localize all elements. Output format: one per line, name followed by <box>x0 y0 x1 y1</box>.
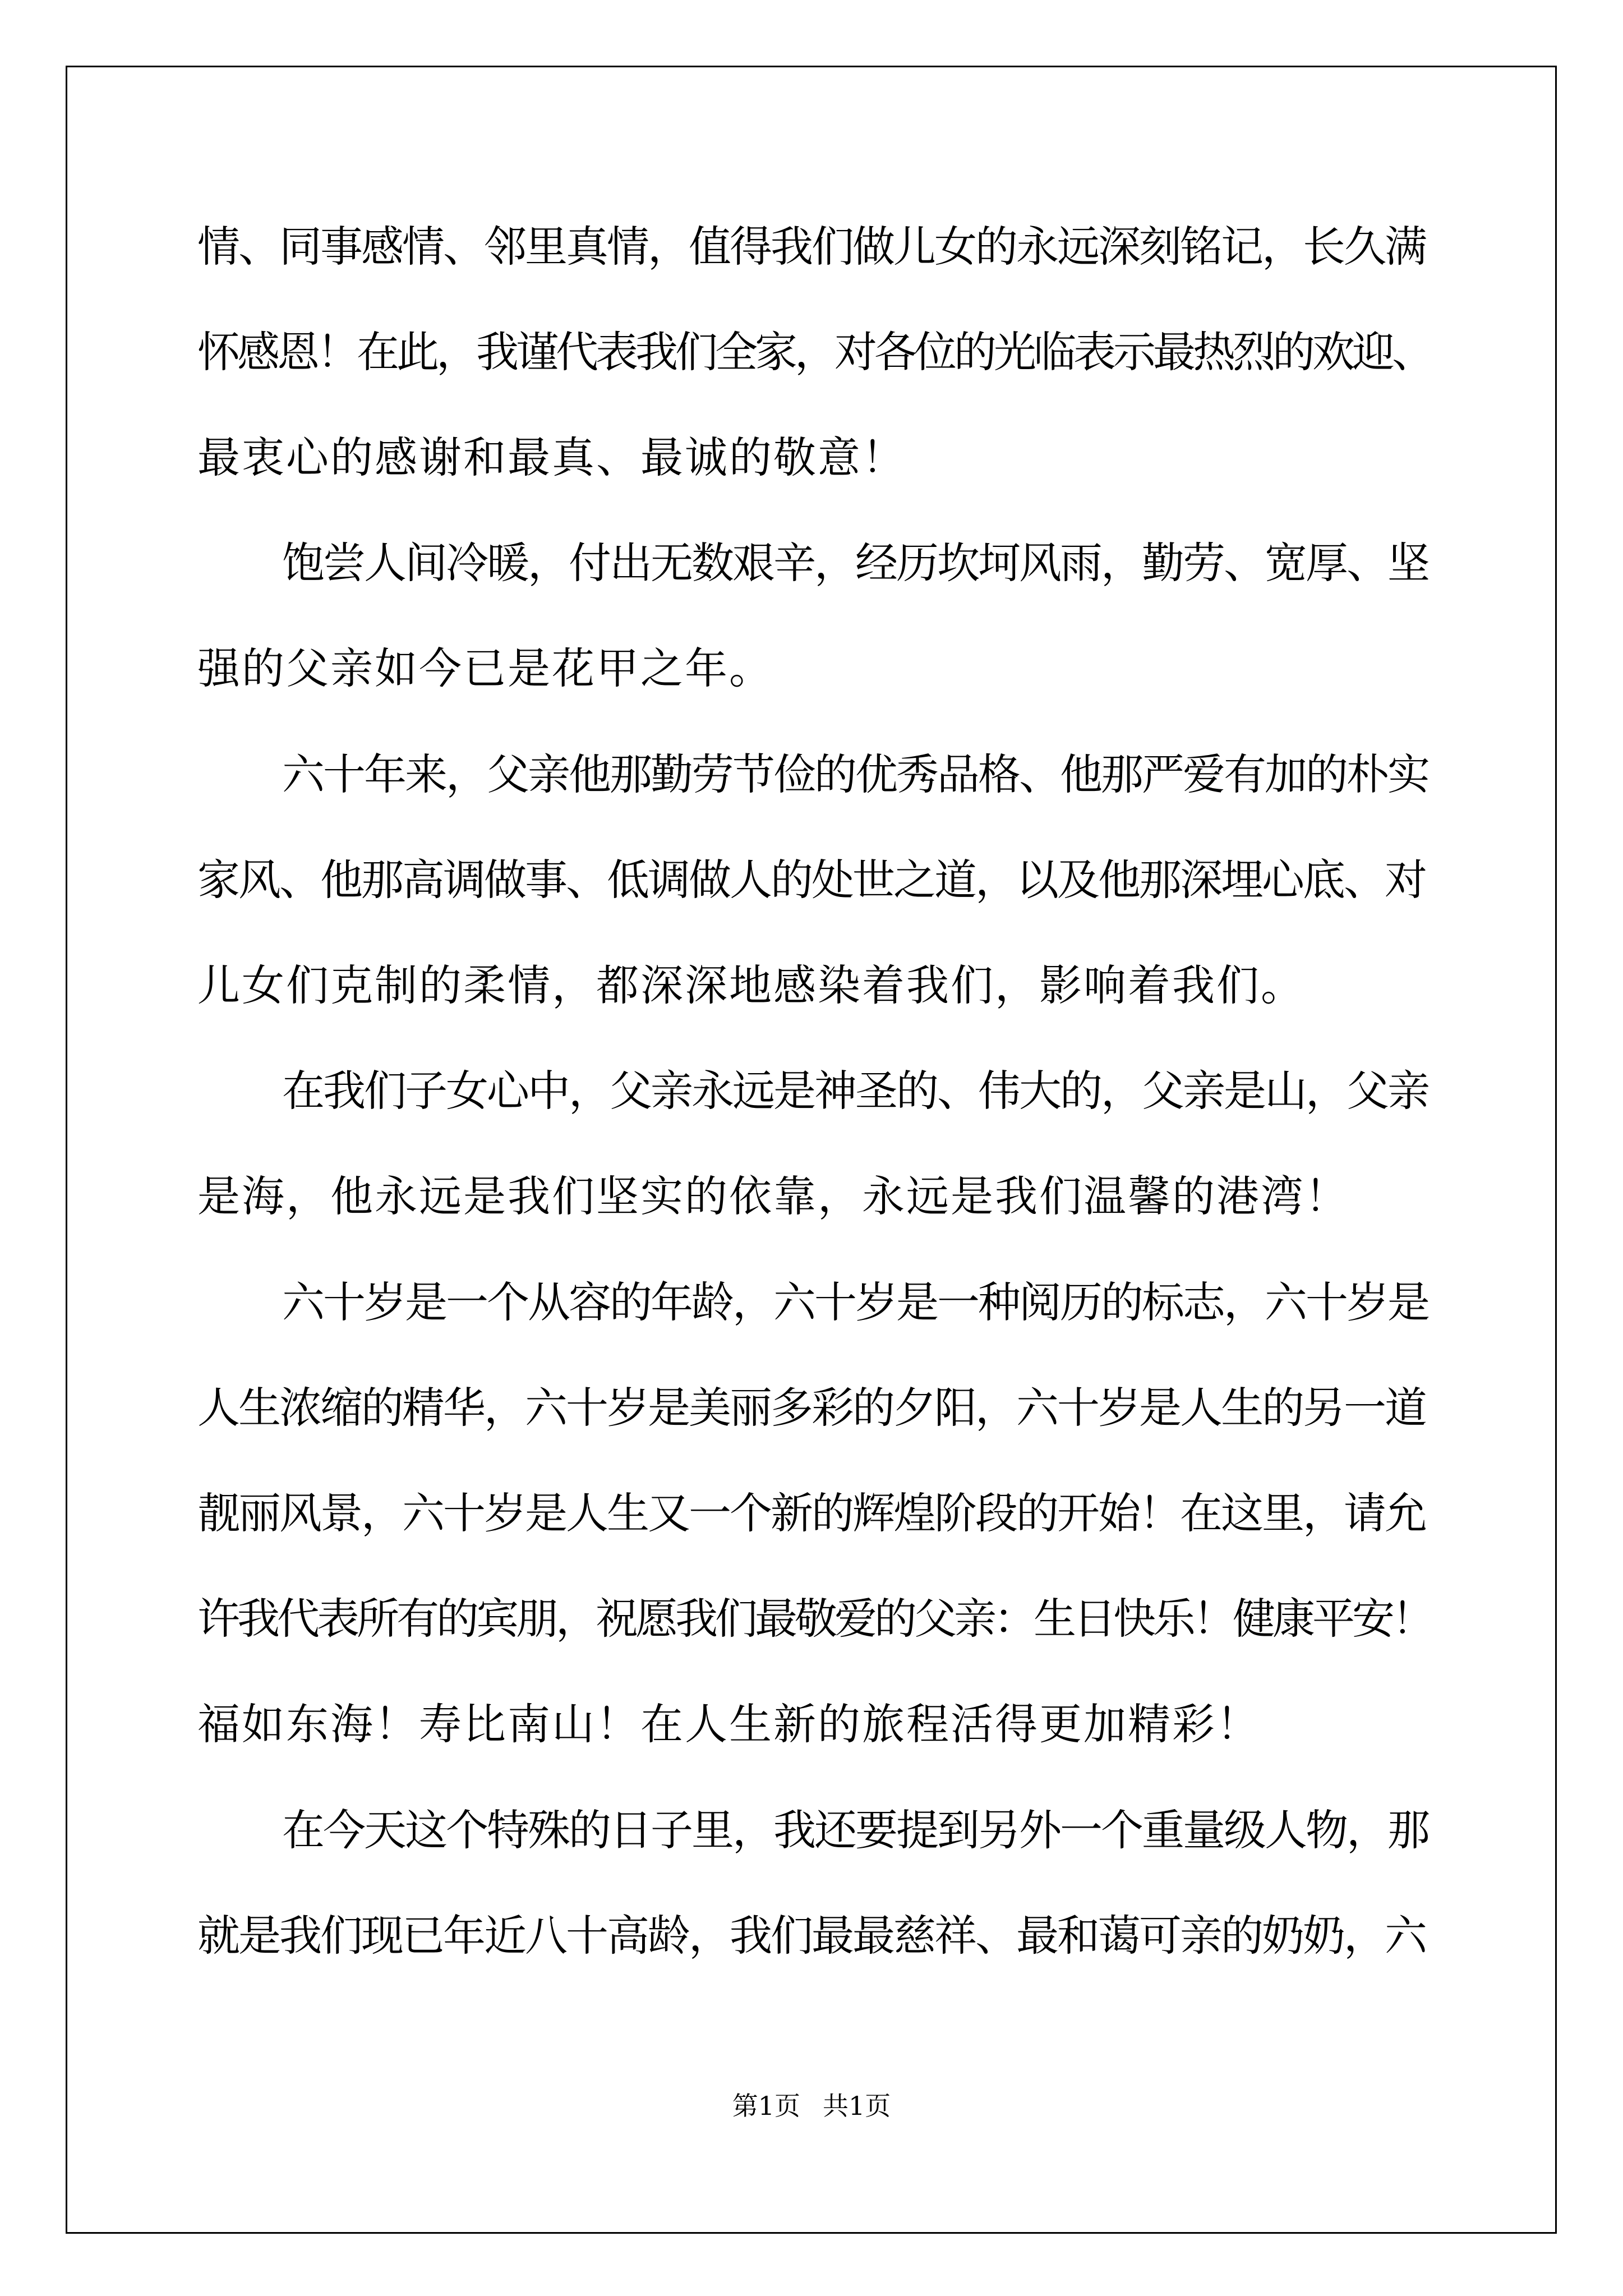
page-number: 第1页 <box>732 2091 800 2121</box>
text-line: 许我代表所有的宾朋，祝愿我们最敬爱的父亲：生日快乐！健康平安！ <box>197 1594 1432 1644</box>
text-line: 六十年来，父亲他那勤劳节俭的优秀品格、他那严爱有加的朴实 <box>282 749 1428 799</box>
text-line: 强的父亲如今已是花甲之年。 <box>197 643 773 693</box>
text-line: 怀感恩！在此，我谨代表我们全家，对各位的光临表示最热烈的欢迎、 <box>197 327 1432 377</box>
text-line: 在今天这个特殊的日子里，我还要提到另外一个重量级人物，那 <box>282 1805 1428 1855</box>
text-line: 人生浓缩的精华，六十岁是美丽多彩的夕阳，六十岁是人生的另一道 <box>197 1383 1426 1433</box>
text-line: 家风、他那高调做事、低调做人的处世之道，以及他那深埋心底、对 <box>197 855 1426 905</box>
page-total: 共1页 <box>823 2091 891 2121</box>
text-line: 最衷心的感谢和最真、最诚的敬意！ <box>197 432 906 482</box>
text-line: 儿女们克制的柔情，都深深地感染着我们，影响着我们。 <box>197 960 1305 1010</box>
text-line: 就是我们现已年近八十高龄，我们最最慈祥、最和蔼可亲的奶奶，六 <box>197 1911 1426 1961</box>
text-line: 情、同事感情、邻里真情，值得我们做儿女的永远深刻铭记，长久满 <box>197 222 1426 272</box>
text-line: 在我们子女心中，父亲永远是神圣的、伟大的，父亲是山，父亲 <box>282 1066 1428 1116</box>
page-border <box>66 66 1557 2234</box>
text-line: 是海，他永远是我们坚实的依靠，永远是我们温馨的港湾！ <box>197 1171 1349 1221</box>
text-line: 福如东海！寿比南山！在人生新的旅程活得更加精彩！ <box>197 1699 1261 1749</box>
page-footer <box>0 2086 1623 2123</box>
text-line: 靓丽风景，六十岁是人生又一个新的辉煌阶段的开始！在这里，请允 <box>197 1488 1426 1538</box>
text-line: 饱尝人间冷暖，付出无数艰辛，经历坎坷风雨，勤劳、宽厚、坚 <box>282 538 1428 588</box>
text-line: 六十岁是一个从容的年龄，六十岁是一种阅历的标志，六十岁是 <box>282 1277 1428 1327</box>
